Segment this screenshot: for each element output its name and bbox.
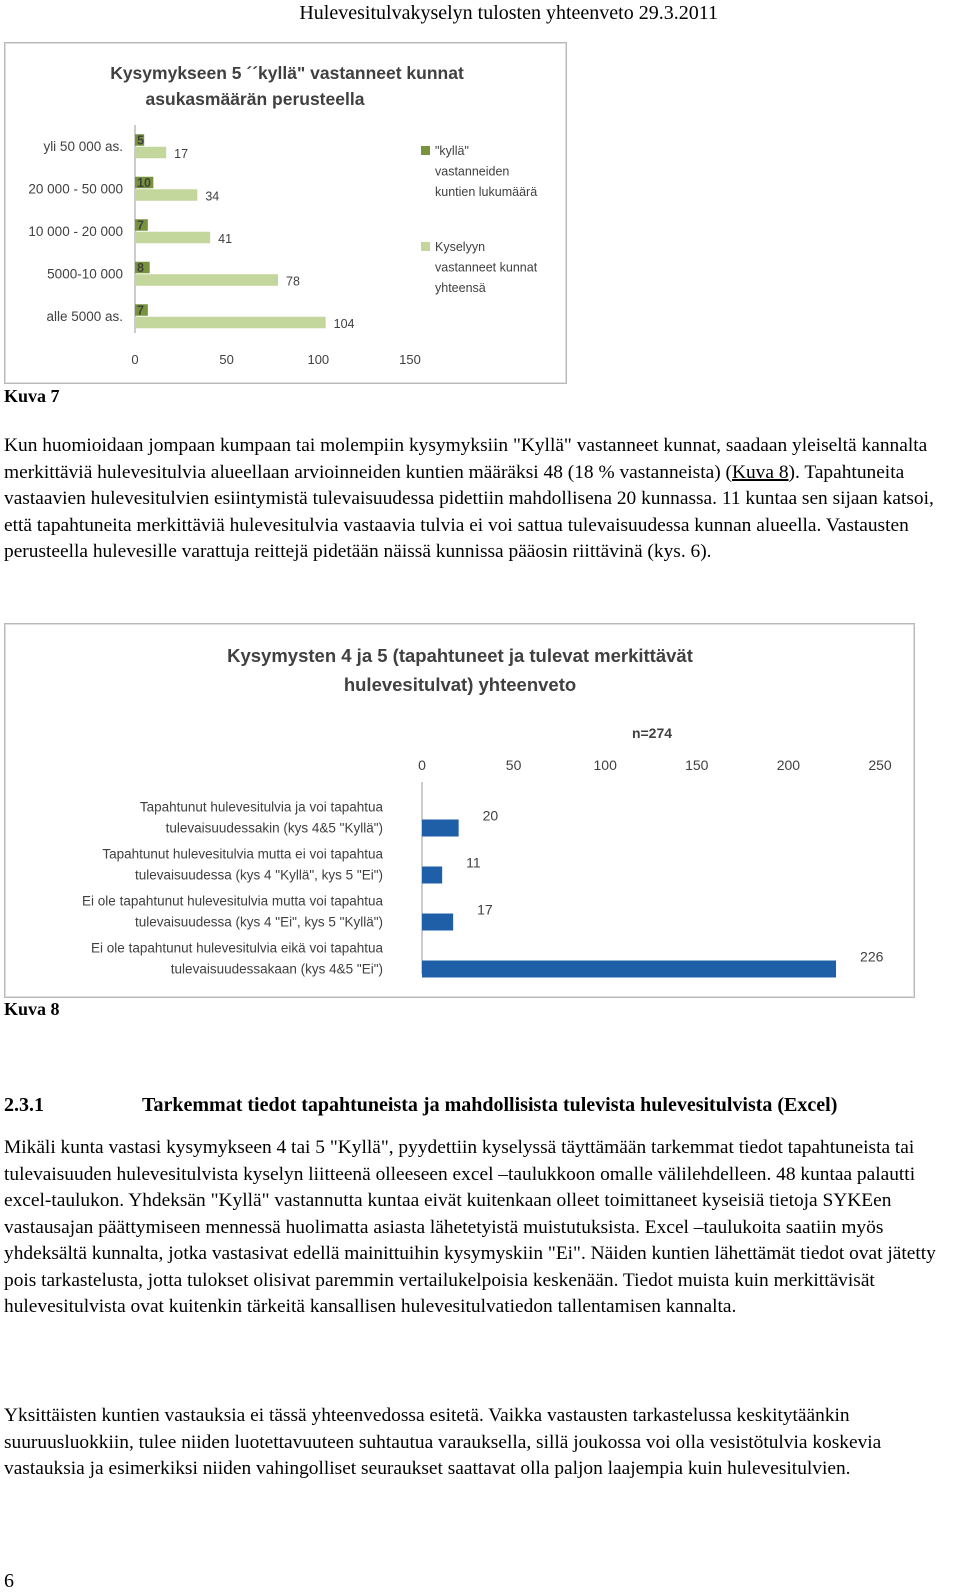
section-number: 2.3.1: [4, 1094, 44, 1116]
bar-yhteensa: [135, 317, 326, 329]
paragraph-1-text-b: ). Tapahtuneita vastaavien hulevesitulvien esiintymistä tulevaisuudessa pidettiin mahdollisena 20 kunnassa. 11 kuntaa sen sijaan katsoi, että tapahtuneita merkittäviä hulevesitulvia vastaavia tulvia ei voi sattua tulevaisuudessa kunnan alueella. Vastausten perusteella hulevesille varattuja reittejä pidetään näissä kunnissa pääosin riittävinä (kys. 6).: [4, 461, 934, 562]
figure-8-caption: Kuva 8: [4, 999, 60, 1019]
data-label-yhteensa: 104: [333, 316, 355, 331]
x-tick-label: 0: [131, 352, 139, 367]
x-tick-label: 250: [868, 757, 892, 773]
data-label-kylla: 7: [137, 303, 144, 318]
section-heading: [4, 1094, 837, 1117]
bar: [422, 820, 459, 837]
data-label-yhteensa: 34: [205, 189, 220, 204]
bar: [422, 961, 836, 978]
data-label-kylla: 5: [137, 133, 144, 148]
sample-size-annotation: n=274: [631, 725, 673, 741]
data-label-yhteensa: 17: [174, 146, 189, 161]
data-label-yhteensa: 41: [218, 231, 233, 246]
running-header: Hulevesitulvakyselyn tulosten yhteenveto 29.3.2011: [299, 2, 718, 24]
x-tick-label: 150: [685, 757, 709, 773]
data-label: 226: [860, 948, 884, 965]
data-label-kylla: 8: [137, 260, 144, 275]
category-label: alle 5000 as.: [46, 308, 123, 324]
legend-label: kuntien lukumäärä: [435, 185, 538, 199]
figure-8-chart: [4, 623, 915, 998]
figure-8-reference-link[interactable]: Kuva 8: [731, 461, 789, 483]
data-label: 20: [482, 807, 499, 824]
x-tick-label: 0: [418, 757, 426, 773]
legend-label: "kyllä": [435, 144, 469, 158]
section-title: Tarkemmat tiedot tapahtuneista ja mahdollisista tulevista hulevesitulvista (Excel): [142, 1094, 838, 1116]
x-tick-label: 200: [776, 757, 801, 773]
category-label: yli 50 000 as.: [43, 138, 123, 154]
chart-title-line-1: Kysymykseen 5 ´´kyllä" vastanneet kunnat: [110, 63, 464, 83]
x-tick-label: 50: [219, 352, 234, 367]
category-label-line-2: tulevaisuudessa (kys 4 "Kyllä", kys 5 "Ei"): [134, 867, 383, 883]
category-label-line-2: tulevaisuudessakin (kys 4&5 "Kyllä"): [165, 820, 383, 836]
category-label-line-1: Ei ole tapahtunut hulevesitulvia eikä voi tapahtua: [91, 940, 383, 956]
paragraph-2: Mikäli kunta vastasi kysymykseen 4 tai 5 "Kyllä", pyydettiin kyselyssä täyttämään tarkemmat tiedot tapahtuneista tai tulevaisuuden hulevesitulvista kyselyn liitteenä olleeseen excel –taulukkoon omalle välilehdelleen. 48 kuntaa palautti excel-taulukon. Yhdeksän "Kyllä" vastannutta kuntaa eivät kuitenkaan olleet toimittaneet kyseisiä tietoja SYKEen vastausajan päättymiseen mennessä huolimatta asiasta lähetetyistä muistutuksista. Excel –taulukoita saatiin myös yhdeksältä kunnalta, jotka vastasivat edellä mainittuihin kysymyskiin "Ei". Näiden kuntien lähettämät tiedot ovat jätetty pois tarkastelusta, jotta tulokset olisivat paremmin vertailukelpoisia keskenään. Tiedot muista kuin merkittävisät hulevesitulvista ovat kuitenkin tärkeitä kansallisen hulevesitulvatiedon tallentamisen kannalta.: [4, 1137, 936, 1317]
category-label-line-1: Ei ole tapahtunut hulevesitulvia mutta voi tapahtua: [82, 893, 383, 909]
bar-yhteensa: [135, 232, 210, 244]
paragraph-3: Yksittäisten kuntien vastauksia ei tässä yhteenvedossa esitetä. Vaikka vastausten tarkastelussa keskitytäänkin suuruusluokkiin, tulee niiden luotettavuuteen suhtautua varauksella, sillä joukossa voi olla vesistötulvia koskevia vastauksia ja esimerkiksi niiden vahingolliset seuraukset saattavat olla paljon laajempia kuin hulevesitulvien.: [4, 1405, 882, 1479]
bar: [422, 867, 442, 884]
data-label-kylla: 10: [137, 175, 151, 190]
bar: [422, 914, 453, 931]
paragraph-1: [4, 433, 958, 566]
data-label: 11: [466, 854, 481, 871]
x-tick-label: 150: [399, 352, 421, 367]
bar-yhteensa: [135, 274, 278, 286]
data-label-yhteensa: 78: [286, 274, 300, 289]
bar-yhteensa: [135, 147, 166, 159]
bar-yhteensa: [135, 189, 197, 201]
category-label: 5000-10 000: [47, 266, 123, 282]
paragraph-1-text-a: Kun huomioidaan jompaan kumpaan tai molempiin kysymyksiin "Kyllä" vastanneet kunnat, saadaan yleiseltä kannalta merkittäviä hulevesitulvia alueellaan arvioinneiden kuntien määräksi 48 (18 % vastanneista) (: [4, 435, 928, 483]
legend-label: vastanneet kunnat: [435, 260, 538, 275]
category-label: 20 000 - 50 000: [28, 181, 123, 197]
category-label-line-1: Tapahtunut hulevesitulvia mutta ei voi tapahtua: [102, 846, 383, 862]
chart-title-line-1: Kysymysten 4 ja 5 (tapahtuneet ja tulevat merkittävät: [227, 645, 693, 666]
category-label-line-2: tulevaisuudessakaan (kys 4&5 "Ei"): [170, 961, 383, 977]
legend-label: vastanneiden: [435, 164, 510, 179]
data-label: 17: [477, 901, 493, 918]
category-label-line-1: Tapahtunut hulevesitulvia ja voi tapahtua: [139, 799, 383, 815]
legend-swatch: [421, 242, 430, 251]
category-label-line-2: tulevaisuudessa (kys 4 "Ei", kys 5 "Kyllä"): [134, 914, 383, 930]
figure-7-chart: [4, 42, 567, 384]
figure-8-svg: [5, 624, 914, 997]
legend-label: yhteensä: [435, 281, 486, 295]
x-tick-label: 100: [307, 352, 330, 367]
x-tick-label: 50: [505, 757, 522, 773]
category-label: 10 000 - 20 000: [28, 223, 123, 239]
data-label-kylla: 7: [137, 218, 144, 233]
figure-7-caption: Kuva 7: [4, 386, 60, 406]
x-tick-label: 100: [593, 757, 617, 773]
legend-label: Kyselyyn: [435, 240, 486, 254]
figure-7-svg: [5, 43, 566, 383]
legend-swatch: [421, 146, 430, 155]
chart-title-line-2: hulevesitulvat) yhteenveto: [343, 674, 577, 695]
chart-title-line-2: asukasmäärän perusteella: [145, 89, 365, 109]
page-number: 6: [4, 1570, 14, 1592]
